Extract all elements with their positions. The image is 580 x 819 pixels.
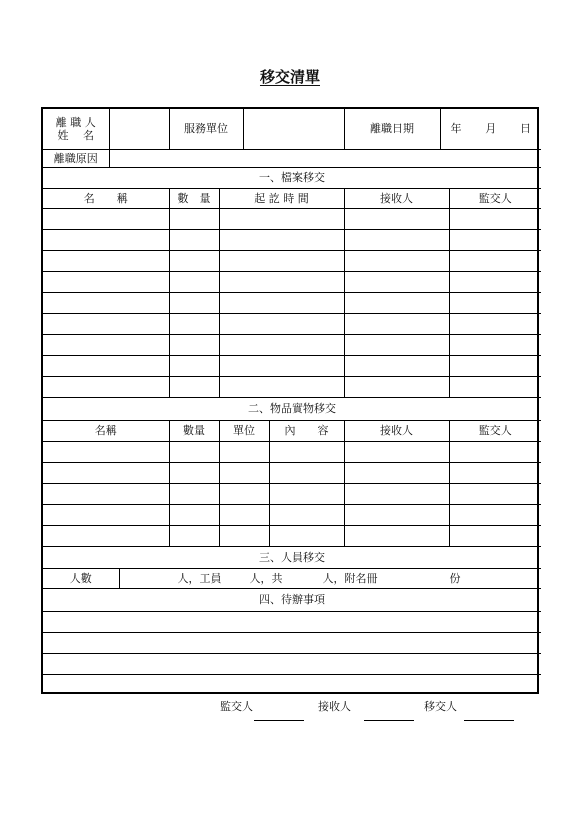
date-month: 月: [485, 122, 497, 136]
dept-label: 服務單位: [169, 109, 243, 149]
date-field[interactable]: [440, 109, 541, 149]
table-cell[interactable]: [219, 356, 344, 377]
s4-rows: [43, 611, 541, 695]
name-label-bottom: 姓 名: [57, 128, 94, 142]
table-cell[interactable]: [169, 525, 219, 546]
table-cell[interactable]: [344, 314, 449, 335]
table-row: [43, 272, 541, 293]
table-row: [43, 525, 541, 546]
s2-col-unit: 單位: [219, 420, 269, 441]
table-cell[interactable]: [219, 230, 344, 251]
table-cell[interactable]: [169, 209, 219, 230]
s1-col-receiver: 接收人: [344, 189, 449, 209]
sig-transferor-label: 移交人: [424, 700, 457, 713]
s1-rows: [43, 209, 541, 398]
table-cell[interactable]: [449, 504, 541, 525]
table-row: [43, 314, 541, 335]
name-label: [43, 109, 109, 149]
table-cell[interactable]: [169, 483, 219, 504]
table-cell[interactable]: [219, 504, 269, 525]
section1-heading: 一、檔案移交: [43, 168, 541, 189]
table-cell[interactable]: [219, 483, 269, 504]
table-row: [43, 483, 541, 504]
table-cell[interactable]: [344, 293, 449, 314]
s1-col-name: 名 稱: [43, 189, 169, 209]
sig-supervisor-line[interactable]: [254, 720, 304, 721]
table-cell[interactable]: [344, 356, 449, 377]
table-cell[interactable]: [344, 251, 449, 272]
table-cell[interactable]: [43, 293, 169, 314]
table-row: [43, 209, 541, 230]
table-cell[interactable]: [43, 674, 541, 695]
table-cell[interactable]: [43, 462, 169, 483]
sig-supervisor-label: 監交人: [220, 700, 253, 713]
pending-items-table: [43, 589, 541, 695]
table-cell[interactable]: [449, 272, 541, 293]
table-row: [43, 441, 541, 462]
reason-label: 離職原因: [43, 149, 109, 167]
table-cell[interactable]: [344, 335, 449, 356]
s1-col-supervisor: 監交人: [449, 189, 541, 209]
date-year: 年: [450, 122, 462, 136]
signature-footer: [0, 696, 580, 726]
count-text-total: 人，共: [249, 572, 283, 585]
table-row: [43, 504, 541, 525]
handover-form: [41, 107, 539, 694]
table-cell[interactable]: [169, 335, 219, 356]
table-cell[interactable]: [449, 335, 541, 356]
page-title-text: 移交清單: [259, 68, 320, 86]
table-cell[interactable]: [219, 272, 344, 293]
table-cell[interactable]: [219, 462, 269, 483]
name-field[interactable]: [109, 109, 169, 149]
table-cell[interactable]: [219, 525, 269, 546]
table-cell[interactable]: [43, 251, 169, 272]
table-cell[interactable]: [169, 272, 219, 293]
s1-col-qty: 數 量: [169, 189, 219, 209]
table-row: [43, 632, 541, 653]
table-cell[interactable]: [169, 356, 219, 377]
item-handover-table: [43, 398, 541, 547]
table-cell[interactable]: [344, 462, 449, 483]
table-cell[interactable]: [169, 504, 219, 525]
table-row: [43, 674, 541, 695]
table-cell[interactable]: [269, 525, 344, 546]
table-cell[interactable]: [269, 504, 344, 525]
table-cell[interactable]: [43, 335, 169, 356]
table-row: [43, 230, 541, 251]
table-cell[interactable]: [43, 356, 169, 377]
table-cell[interactable]: [169, 377, 219, 398]
section4-heading: 四、待辦事項: [43, 589, 541, 611]
file-handover-table: [43, 168, 541, 399]
table-cell[interactable]: [43, 653, 541, 674]
sig-transferor-line[interactable]: [464, 720, 514, 721]
reason-field[interactable]: [109, 149, 541, 167]
table-cell[interactable]: [219, 293, 344, 314]
table-cell[interactable]: [169, 314, 219, 335]
table-cell[interactable]: [219, 314, 344, 335]
table-row: [43, 462, 541, 483]
table-cell[interactable]: [449, 314, 541, 335]
count-text-people: 人，工員: [177, 572, 222, 585]
s1-col-period: 起 訖 時 間: [219, 189, 344, 209]
table-cell[interactable]: [219, 441, 269, 462]
table-cell[interactable]: [344, 230, 449, 251]
s2-col-name: 名稱: [43, 420, 169, 441]
table-cell[interactable]: [344, 377, 449, 398]
table-cell[interactable]: [269, 483, 344, 504]
table-cell[interactable]: [344, 525, 449, 546]
date-label: 離職日期: [344, 109, 440, 149]
table-cell[interactable]: [269, 441, 344, 462]
sig-receiver-line[interactable]: [364, 720, 414, 721]
table-cell[interactable]: [43, 632, 541, 653]
table-row: [43, 356, 541, 377]
sig-receiver-label: 接收人: [318, 700, 351, 713]
table-cell[interactable]: [449, 377, 541, 398]
table-row: [43, 653, 541, 674]
table-cell[interactable]: [43, 441, 169, 462]
table-row: [43, 293, 541, 314]
table-cell[interactable]: [43, 314, 169, 335]
page-title: [0, 66, 580, 87]
table-cell[interactable]: [449, 230, 541, 251]
table-cell[interactable]: [169, 251, 219, 272]
table-cell[interactable]: [169, 293, 219, 314]
table-cell[interactable]: [344, 209, 449, 230]
table-cell[interactable]: [169, 441, 219, 462]
count-text-attach: 人，附名冊: [322, 572, 378, 585]
table-cell[interactable]: [449, 525, 541, 546]
table-cell[interactable]: [43, 209, 169, 230]
s2-col-qty: 數量: [169, 420, 219, 441]
table-cell[interactable]: [219, 335, 344, 356]
table-cell[interactable]: [43, 230, 169, 251]
name-label-top: 離 職 人: [55, 115, 96, 129]
count-field[interactable]: [119, 569, 541, 589]
table-cell[interactable]: [344, 441, 449, 462]
table-cell[interactable]: [219, 377, 344, 398]
table-cell[interactable]: [344, 483, 449, 504]
table-row: [43, 377, 541, 398]
table-cell[interactable]: [43, 611, 541, 632]
table-cell[interactable]: [344, 272, 449, 293]
table-cell[interactable]: [269, 462, 344, 483]
table-cell[interactable]: [219, 209, 344, 230]
section2-heading: 二、物品實物移交: [43, 398, 541, 420]
section3-heading: 三、人員移交: [43, 547, 541, 569]
s2-col-receiver: 接收人: [344, 420, 449, 441]
table-cell[interactable]: [449, 209, 541, 230]
personnel-handover-table: [43, 547, 541, 590]
table-cell[interactable]: [344, 504, 449, 525]
table-cell[interactable]: [43, 377, 169, 398]
table-cell[interactable]: [169, 462, 219, 483]
count-text-copies: 份: [449, 572, 461, 585]
count-label: 人數: [43, 569, 119, 589]
table-cell[interactable]: [449, 251, 541, 272]
table-cell[interactable]: [449, 441, 541, 462]
table-cell[interactable]: [219, 251, 344, 272]
s2-rows: [43, 441, 541, 546]
table-cell[interactable]: [43, 272, 169, 293]
table-row: [43, 251, 541, 272]
dept-field[interactable]: [243, 109, 344, 149]
table-cell[interactable]: [449, 293, 541, 314]
s2-col-supervisor: 監交人: [449, 420, 541, 441]
s2-col-content: 內 容: [269, 420, 344, 441]
table-row: [43, 335, 541, 356]
table-cell[interactable]: [169, 230, 219, 251]
table-row: [43, 611, 541, 632]
table-cell[interactable]: [43, 504, 169, 525]
date-day: 日: [520, 122, 531, 136]
table-cell[interactable]: [449, 356, 541, 377]
table-cell[interactable]: [449, 483, 541, 504]
header-table: [43, 109, 541, 168]
table-cell[interactable]: [43, 483, 169, 504]
table-cell[interactable]: [449, 462, 541, 483]
table-cell[interactable]: [43, 525, 169, 546]
